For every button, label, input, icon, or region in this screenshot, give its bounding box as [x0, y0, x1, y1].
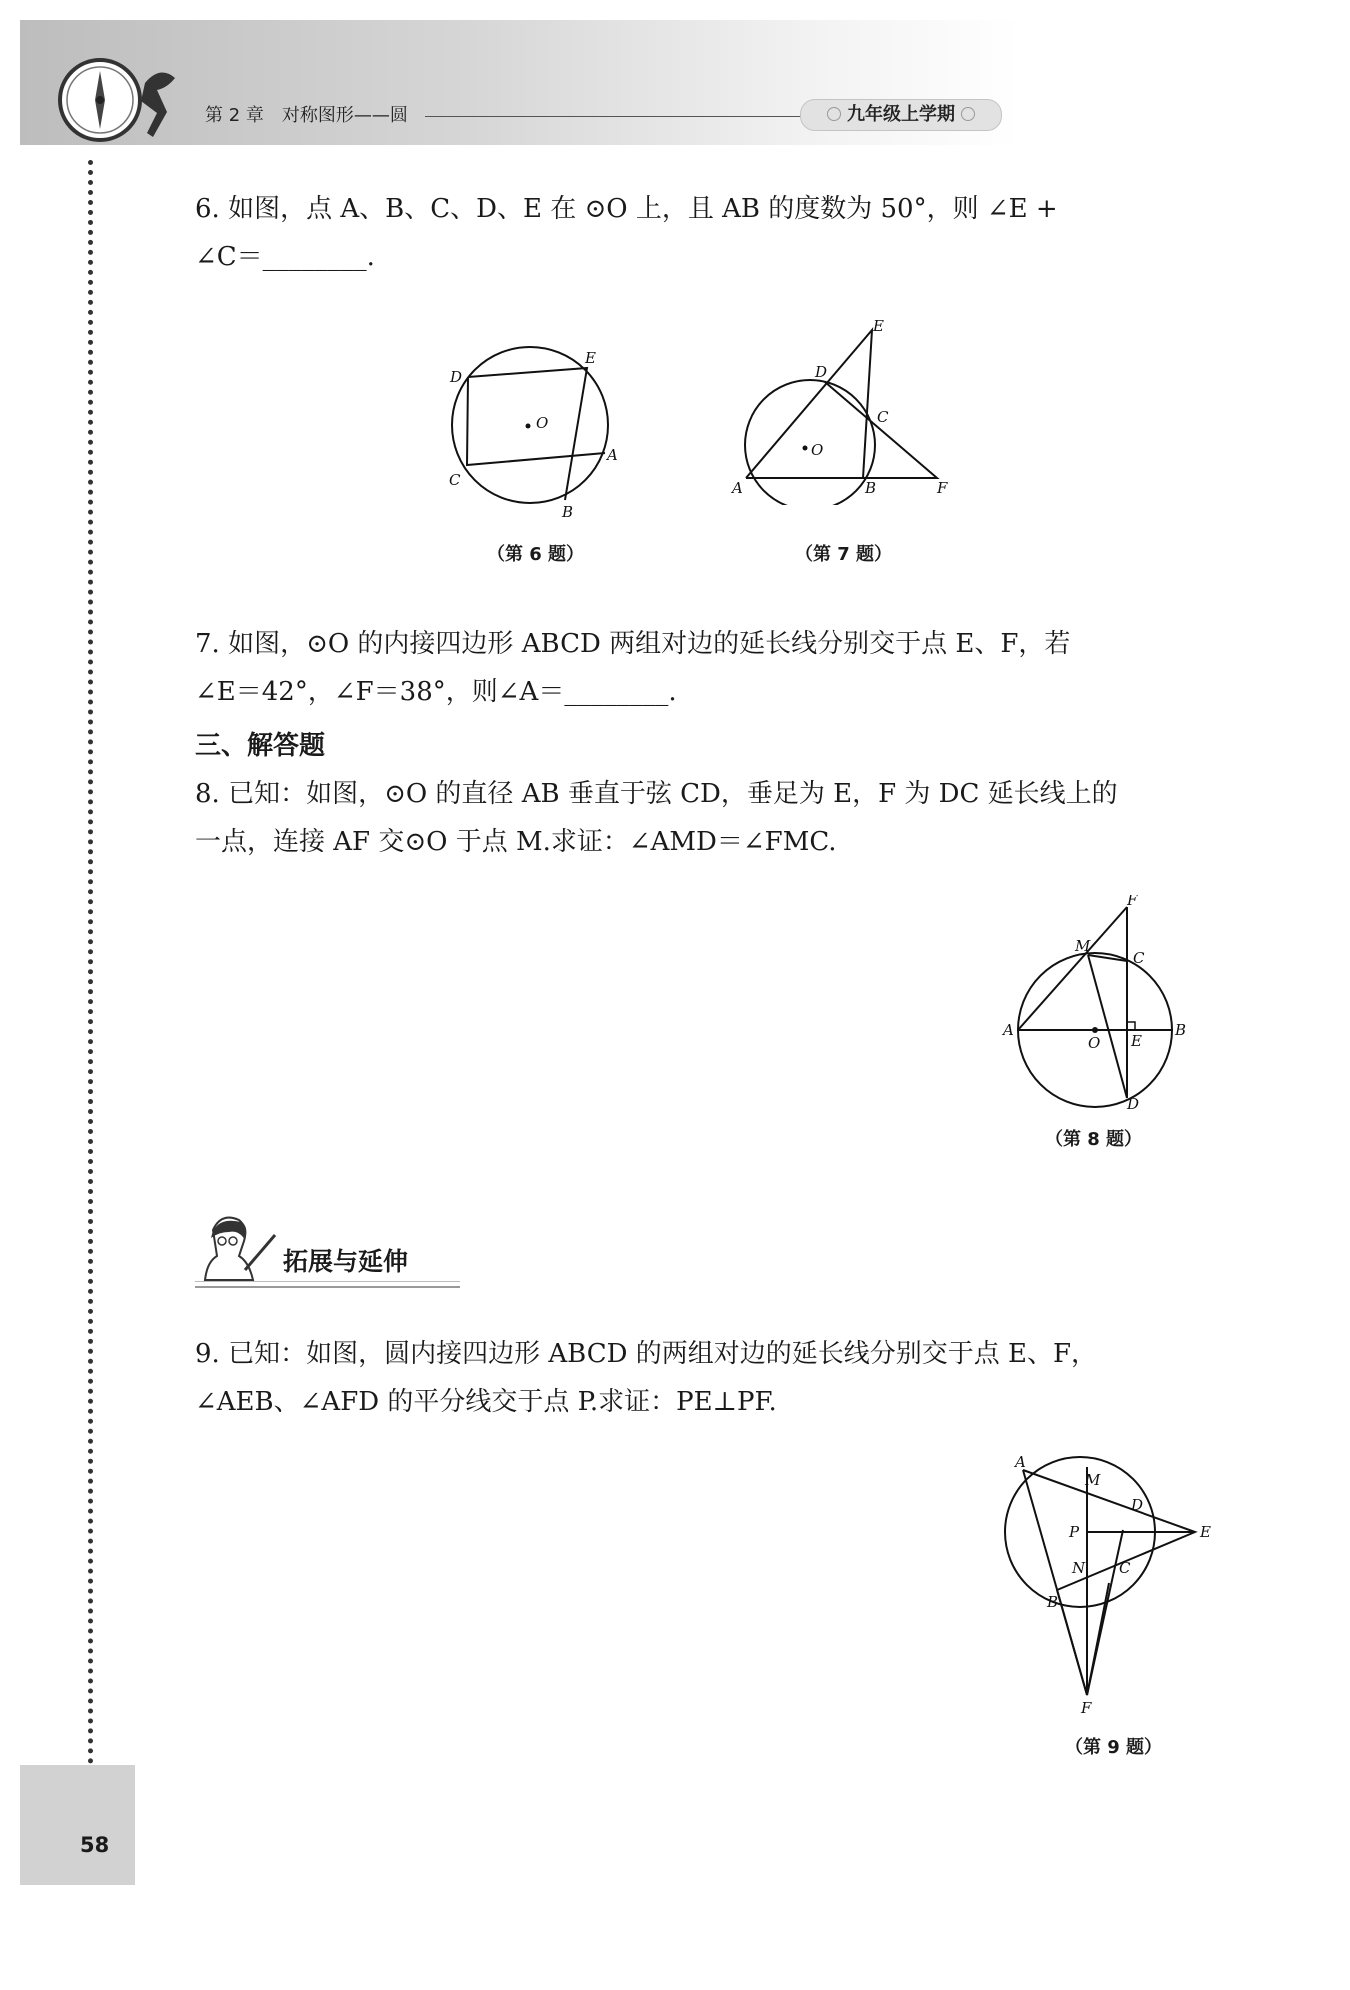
question-9-line-1: 9. 已知：如图，圆内接四边形 ABCD 的两组对边的延长线分别交于点 E、F，	[195, 1339, 1097, 1369]
caption-fig8: （第 8 题）	[1045, 1129, 1143, 1150]
fig7-lines-b	[746, 382, 937, 478]
figure-8	[1000, 895, 1190, 1110]
fig9-label-d: D	[1131, 1496, 1144, 1514]
fig7-label-a: A	[732, 479, 743, 497]
fig8-label-o: O	[1088, 1034, 1101, 1052]
question-8-line-1: 8. 已知：如图，⊙O 的直径 AB 垂直于弦 CD，垂足为 E，F 为 DC 延长线上的	[195, 779, 1118, 809]
extension-rule-thin	[195, 1281, 460, 1282]
figure-6	[440, 340, 630, 520]
teacher-illustration	[195, 1210, 280, 1285]
fig9-label-b: B	[1047, 1593, 1059, 1611]
fig9-label-a: A	[1015, 1455, 1026, 1471]
question-7	[195, 620, 1210, 716]
caption-fig6: （第 6 题）	[487, 544, 585, 565]
caption-fig9: （第 9 题）	[1065, 1737, 1163, 1758]
fig8-label-a: A	[1003, 1021, 1014, 1039]
fig7-label-f: F	[937, 479, 948, 497]
question-7-line-2: ∠E＝42°，∠F＝38°，则∠A＝________.	[195, 677, 677, 707]
fig8-label-d: D	[1127, 1095, 1140, 1110]
fig8-center	[1092, 1027, 1098, 1033]
fig7-lines-a	[746, 330, 872, 478]
fig6-chord-path	[468, 368, 587, 500]
fig8-label-m: M	[1075, 937, 1091, 955]
fig8-label-b: B	[1175, 1021, 1187, 1039]
fig6-label-o: O	[536, 414, 549, 432]
question-6-line-1: 6. 如图，点 A、B、C、D、E 在 ⊙O 上，且 AB 的度数为 50°，则 ∠E +	[195, 194, 1058, 224]
fig9-label-m: M	[1085, 1471, 1101, 1489]
extension-rule	[195, 1286, 460, 1288]
fig8-label-c: C	[1133, 949, 1145, 967]
fig7-center	[803, 446, 808, 451]
question-9-line-2: ∠AEB、∠AFD 的平分线交于点 P.求证：PE⊥PF.	[195, 1387, 777, 1417]
fig6-label-e: E	[585, 349, 596, 367]
badge-dot-right	[961, 107, 975, 121]
fig7-label-d: D	[815, 363, 828, 381]
fig6-center	[526, 424, 531, 429]
fig7-circle	[745, 380, 875, 505]
page-number-tab	[20, 1765, 135, 1885]
fig9-lines-aeb	[1023, 1470, 1195, 1590]
fig9-label-p: P	[1069, 1523, 1080, 1541]
fig9-line-cf	[1087, 1583, 1109, 1695]
page-number: 58	[80, 1833, 110, 1857]
figure-9	[995, 1455, 1220, 1720]
question-7-line-1: 7. 如图，⊙O 的内接四边形 ABCD 两组对边的延长线分别交于点 E、F，若	[195, 629, 1071, 659]
fig8-line-md	[1088, 955, 1127, 1098]
chapter-title: 第 2 章 对称图形——圆	[205, 105, 408, 126]
fig9-label-n: N	[1072, 1559, 1086, 1577]
figure-7	[725, 315, 965, 505]
fig6-label-d: D	[450, 368, 463, 386]
fig7-label-e: E	[873, 317, 884, 335]
fig8-line-af	[1018, 907, 1127, 1030]
header-rule	[425, 116, 805, 117]
extension-banner	[195, 1210, 465, 1290]
fig6-label-b: B	[562, 503, 574, 520]
fig9-label-e: E	[1200, 1523, 1211, 1541]
dotted-margin-rail	[88, 160, 93, 1765]
badge-dot-left	[827, 107, 841, 121]
fig8-label-e: E	[1131, 1032, 1142, 1050]
question-8-line-2: 一点，连接 AF 交⊙O 于点 M.求证：∠AMD＝∠FMC.	[195, 827, 837, 857]
question-6-line-2: ∠C＝________.	[195, 242, 375, 272]
question-9	[195, 1330, 1210, 1426]
fig7-label-o: O	[811, 441, 824, 459]
grade-badge-label: 九年级上学期	[847, 104, 955, 125]
extension-title: 拓展与延伸	[283, 1247, 409, 1276]
fig7-label-b: B	[865, 479, 877, 497]
compass-runner-logo	[55, 55, 195, 145]
fig8-label-f: F	[1127, 895, 1138, 909]
fig9-label-f: F	[1081, 1699, 1092, 1717]
fig8-right-angle	[1127, 1022, 1135, 1030]
fig7-label-c: C	[877, 408, 889, 426]
fig6-label-c: C	[449, 471, 461, 489]
fig6-label-a: A	[607, 446, 618, 464]
question-8	[195, 770, 1210, 866]
section-heading: 三、解答题	[195, 731, 326, 761]
caption-fig7: （第 7 题）	[795, 544, 893, 565]
fig9-label-c: C	[1119, 1559, 1131, 1577]
question-6	[195, 185, 1210, 281]
grade-badge	[800, 99, 1002, 131]
